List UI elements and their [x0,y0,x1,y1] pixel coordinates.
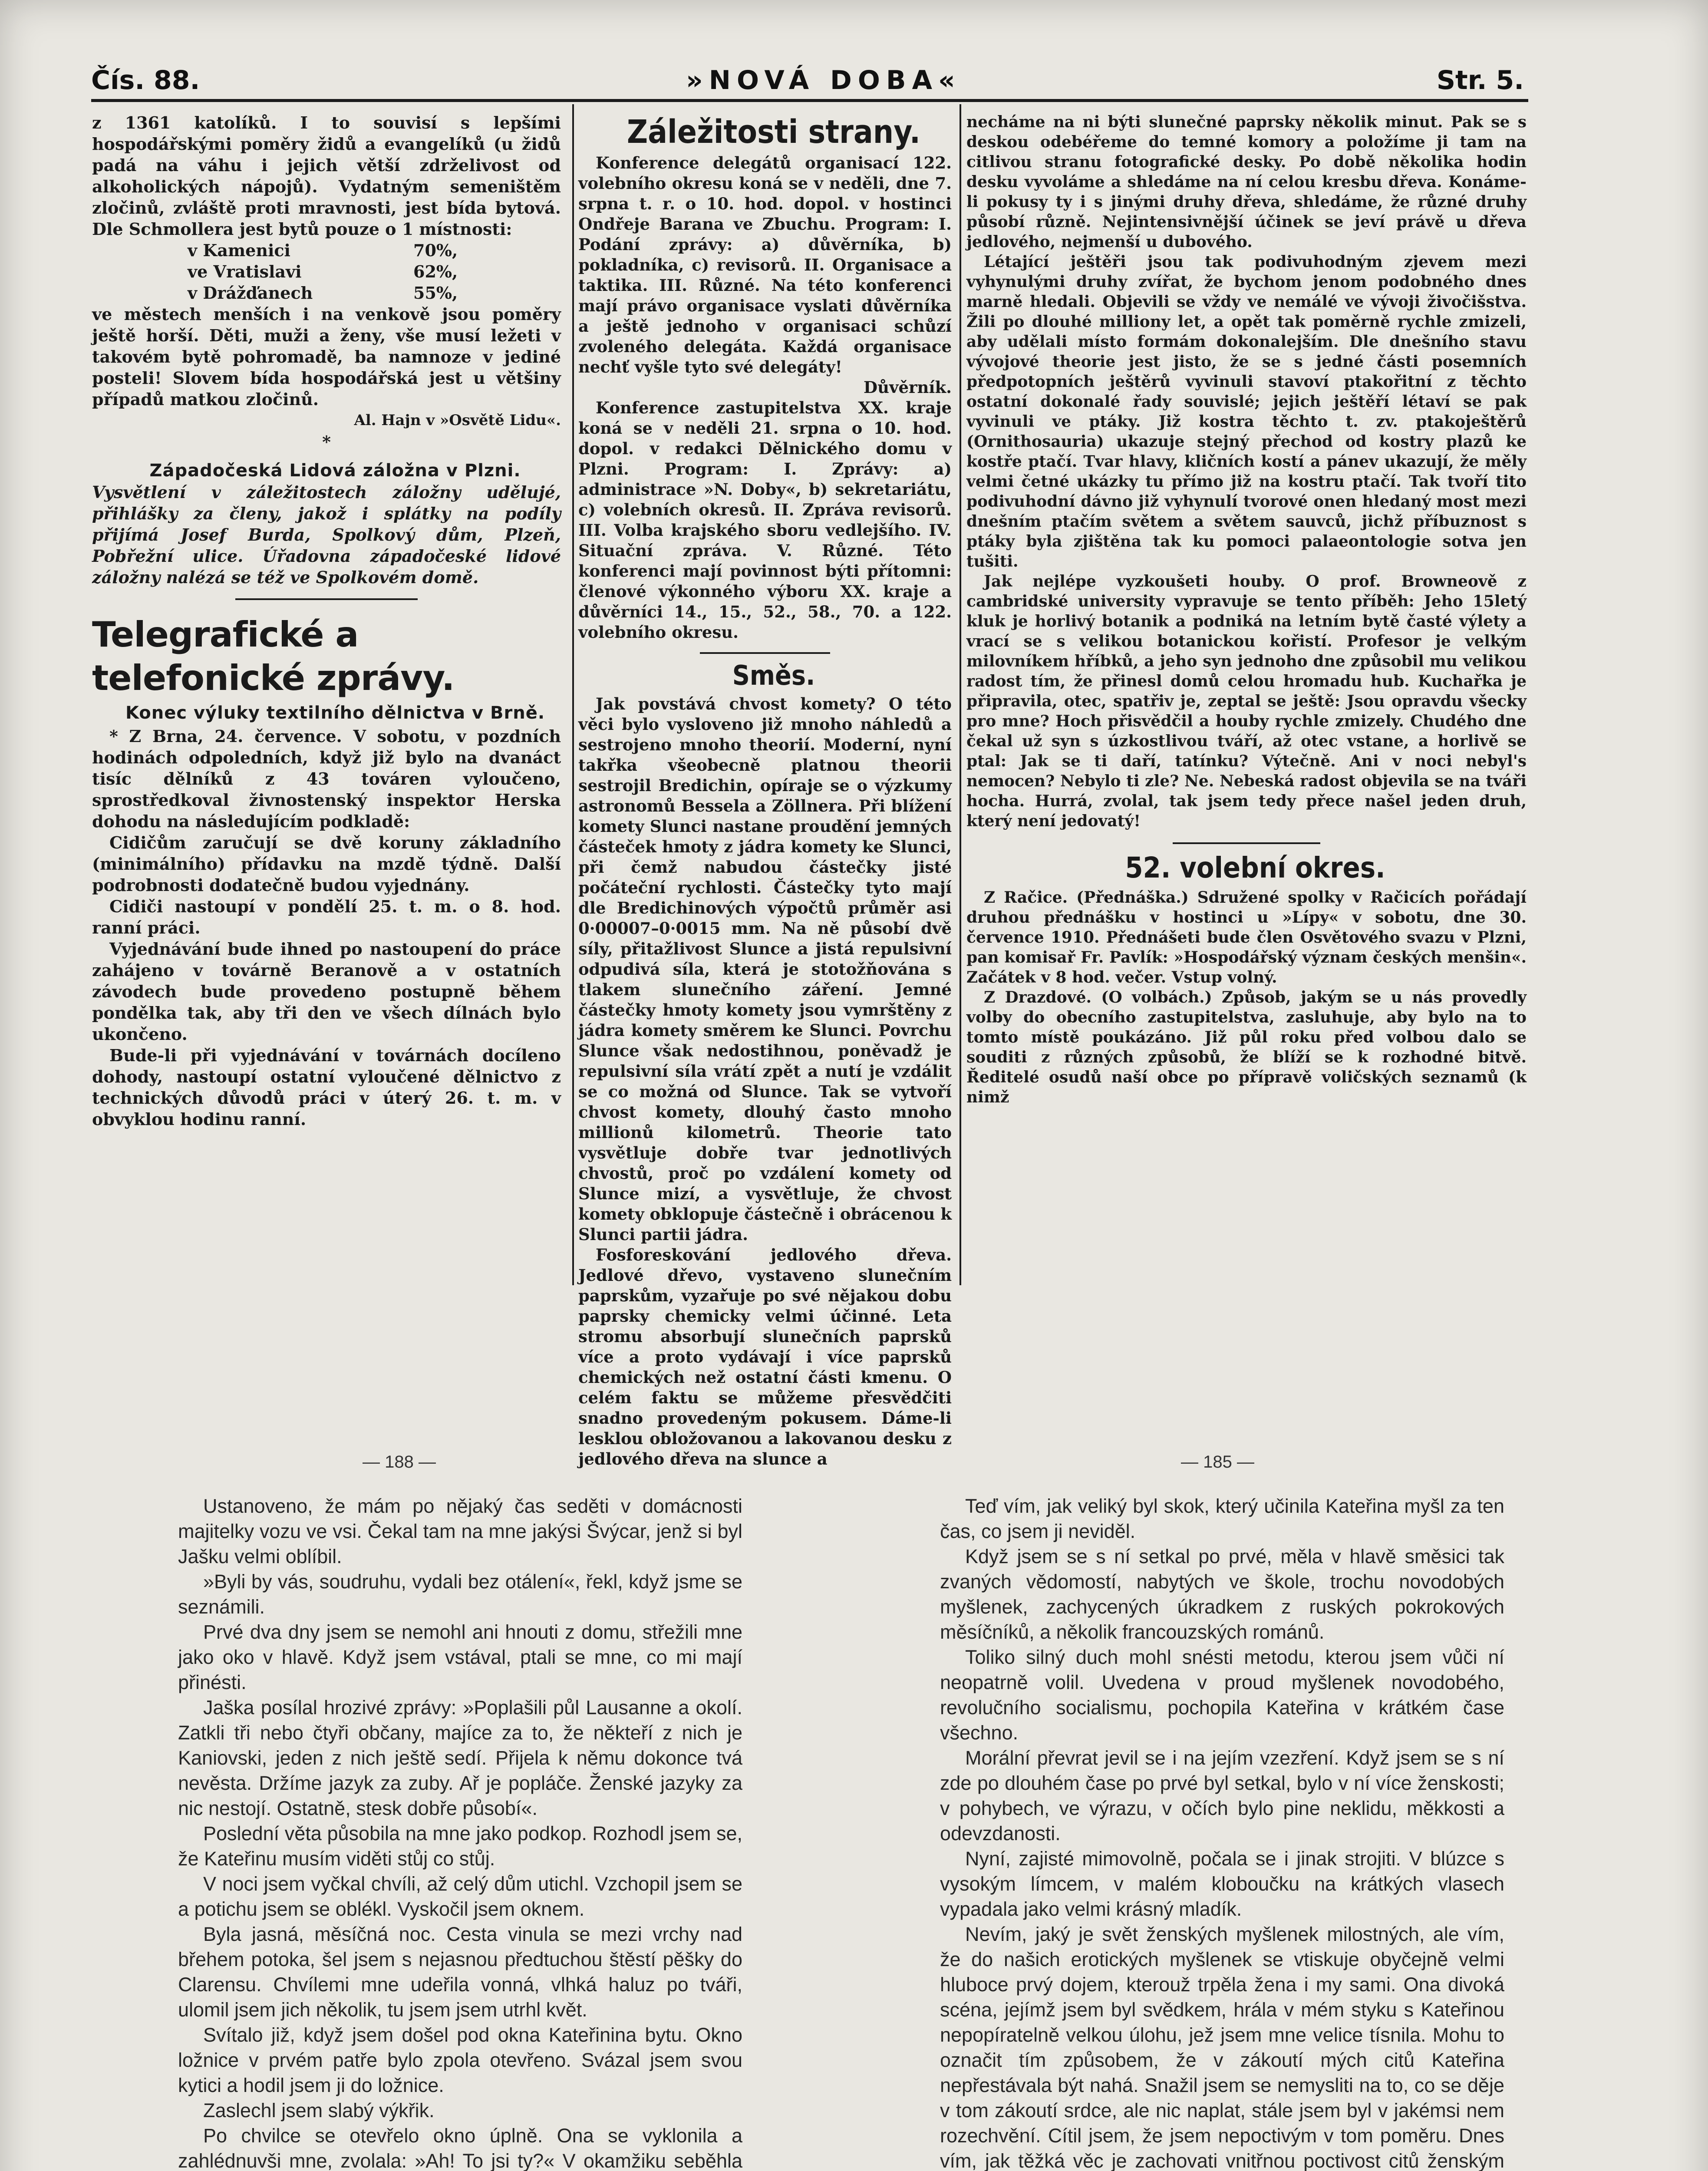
separator-star: * [322,432,331,452]
book-page-number-right: — 185 — [1181,1452,1254,1472]
book-paragraph: Když jsem se s ní setkal po prvé, měla v hlavě směsici tak zvaných vědomostí, nabytých ve škole, trochu novodobých myšlenek, zachycených úkradkem z ruských pokrokových měsíčníků, a několik francouzských románů. [940,1545,1504,1643]
book-paragraph: Poslední věta působila na mne jako podkop. Rozhodl jsem se, že Kateřinu musím viděti stůj co stůj. [178,1822,742,1870]
book-paragraph: Nevím, jaký je svět ženských myšlenek milostných, ale vím, že do našich erotických myšlenek se vtiskuje obyčejně velmi hluboce prvý dojem, kterouž trpěla žena i my sami. Ona divoká scéna, jejímž jsem byl svědkem, hrála v mém styku s Kateřinou nepopíratelně velkou úlohu, jež jsem mne velice tísnila. Mohu to označit tím způsobem, že v zákoutí mých citů Kateřina nepřestávala být nahá. Snažil jsem se nemysliti na to, co se děje v tom zákoutí srdce, ale nic naplat, stále jsem byl v jakémsi nem rozechvění. Cítil jsem, že jsem nepoctivým v tom poměru. Dnes vím, jak těžká věc je zachovati vnitřnou poctivost citů ženským [940,1923,1504,2171]
section-rule [1173,842,1320,844]
book-paragraph: »Byli by vás, soudruhu, vydali bez otálení«, řekl, když jsme se seznámili. [178,1571,742,1618]
column-divider [960,104,961,1285]
book-paragraph: Po chvilce se otevřelo okno úplně. Ona se vyklonila a zahlédnuvši mne, zvolala: »Ah! To jsi ty?« V okamžiku seběhla [178,2125,742,2171]
stat-city: v Kamenici [188,241,290,260]
stat-pct: 55%, [413,283,458,303]
article-signature: Al. Hajn v »Osvětě Lidu«. [354,412,561,429]
book-page-number-left: — 188 — [363,1452,436,1472]
article-paragraph: Cidiči nastoupí v pondělí 25. t. m. o 8. hod. ranní práci. [92,897,561,937]
article-paragraph: * Z Brna, 24. července. V sobotu, v pozdních hodinách odpoledních, když již bylo na dvanáct tisíc dělníků z 43 továren vyloučeno, sprostředkoval živnostenský inspektor Herska dohodu na následujícím podkladě: [92,726,561,831]
stat-city: ve Vratislavi [188,262,302,281]
notice-paragraph: Vysvětlení v záležitostech záložny udělujé, přihlášky za členy, jakož i splátky na podíly přijímá Josef Burda, Spolkový dům, Plzeň, Pobřežní ulice. Úřadovna západočeské lidové záložny nalézá se též ve Spolkovém domě. [92,482,561,587]
book-paragraph: V noci jsem vyčkal chvíli, až celý dům utichl. Vzchopil jsem se a potichu jsem se oblékl. Vyskočil jsem oknem. [178,1873,742,1920]
book-page-right [940,1494,1504,2171]
article-paragraph: Jak povstává chvost komety? O této věci bylo vysloveno již mnoho náhledů a sestrojeno mnoho theorií. Moderní, nyní takřka všeobecně platnou theorii sestrojil Bredichin, opíraje se o výzkumy astronomů Bessela a Zöllnera. Při blížení komety Slunci nastane proudění jemných částeček hmoty z jádra komety ke Slunci, při čemž nabudou částečky jisté počáteční rychlosti. Částečky tyto mají dle Bredichinových výpočtů průměr asi 0·00007–0·0015 mm. Na ně působí dvě síly, přitažlivost Slunce a jistá repulsivní odpudivá síla, která je stotožňována s tlakem slunečního záření. Jemné částečky hmoty komety jsou vymrštěny z jádra komety směrem ke Slunci. Povrchu Slunce však nedostihnou, poněvadž je repulsivní síla vrátí zpět a nutí je vzdálit se co možná od Slunce. Tak se vytvoří chvost komety, dlouhý často mnoho millionů kilometrů. Theorie tato vysvětluje dobře tvar jednotlivých chvostů, proč po vzdálení komety od Slunce mizí, a vysvětluje, že chvost komety obklopuje částečně i obrácenou k Slunci partii jádra. [578,694,952,1244]
article-paragraph: Cidičům zaručují se dvě koruny základního (minimálního) přídavku na mzdě týdně. Další podrobnosti dodatečně budou vyjednány. [92,833,561,895]
article-signature: Důvěrník. [864,378,952,397]
book-paragraph: Zaslechl jsem slabý výkřik. [203,2099,435,2122]
book-paragraph: Jaška posílal hrozivé zprávy: »Poplašili půl Lausanne a okolí. Zatkli tři nebo čtyři občany, majíce za to, že někteří z nich je Kaniovski, jeden z nich ještě sedí. Přijela k němu dokonce tvá nevěsta. Držíme jazyk za zuby. Ař je popláče. Ženské jazyky za nic nestojí. Ostatně, stesk dobře působí«. [178,1696,742,1819]
masthead [91,65,1524,100]
stat-pct: 70%, [413,241,458,260]
column-3 [966,112,1527,1107]
section-title: Směs. [732,660,815,691]
newspaper-title: »NOVÁ DOBA« [686,65,961,96]
section-rule [235,598,418,600]
article-subtitle: Konec výluky textilního dělnictva v Brně. [125,703,545,723]
article-paragraph: z 1361 katolíků. I to souvisí s lepšími hospodářskými poměry židů a evangelíků (u židů padá na váhu i jejich větší zdrželivost od alkoholických nápojů). Vydatným semeništěm zločinů, zvláště proti mravnosti, jest bída bytová. Dle Schmollera jest bytů pouze o 1 místnosti: [92,113,561,239]
article-paragraph: Konference delegátů organisací 122. volebního okresu koná se v neděli, dne 7. srpna t. r. o 10. hod. dopol. v hostinci Ondřeje Barana ve Zbuchu. Program: I. Podání zprávy: a) důvěrníka, b) pokladníka, c) revisorů. II. Organisace a taktika. III. Různé. Na této konferenci mají právo organisace vyslati důvěrníka a ještě jednoho v organisaci schůzí zvoleného delegáta. Každá organisace nechť vyšle tyto své delegáty! [578,153,952,376]
article-paragraph: Bude-li při vyjednávání v továrnách docíleno dohody, nastoupí ostatní vyloučené dělnictvo z technických důvodů práci v úterý 26. t. m. v obvyklou hodinu ranní. [92,1046,561,1129]
article-paragraph: Jak nejlépe vyzkoušeti houby. O prof. Browneově z cambridské university vypravuje se tento příběh: Jeho 15letý kluk je horlivý botanik a podniká na letním bytě časté výlety a vrací se s velikou botanickou kořistí. Profesor je velkým milovníkem hříbků, a jeho syn jednoho dne způsobil mu velikou radost tím, že přinesl domů celou hromadu hub. Kuchařka je připravila, otec, spatřiv je, zeptal se ještě: Jsou opravdu všecky pro mne? Hoch přisvědčil a houby rychle zmizely. Chudého dne čekal už syn s úzkostlivou tváří, až otec vstane, a horlivě se ptal: Jak se ti daří, tatínku? Výtečně. Ani v noci nebyl's nemocen? Nebylo ti zle? Ne. Nebeská radost objevila se na tváři hocha. Hurrá, zvolal, tak jsem tedy přece našel jeden druh, který není jedovatý! [966,572,1527,830]
article-paragraph: Z Račice. (Přednáška.) Sdružené spolky v Račicích pořádají druhou přednášku v hostinci u »Lípy« v sobotu, dne 30. července 1910. Přednášeti bude člen Osvětového svazu v Plzni, pan komisař Fr. Pavlík: »Hospodářský význam českých menšin«. Začátek v 8 hod. večer. Vstup volný. [966,888,1527,987]
stat-city: v Drážďanech [188,283,313,303]
book-paragraph: Ustanoveno, že mám po nějaký čas seděti v domácnosti majitelky vozu ve vsi. Čekal tam na mne jakýsi Švýcar, jenž si byl Jašku velmi oblíbil. [178,1495,742,1567]
book-paragraph: Toliko silný duch mohl snésti metodu, kterou jsem vůči ní neopatrně volil. Uvedena v proud myšlenek novodobého, revolučního socialismu, pochopila Kateřina v krátkém čase všechno. [940,1646,1504,1744]
stat-row [92,240,535,261]
section-rule [700,652,830,654]
stat-row [92,261,535,282]
article-paragraph: Konference zastupitelstva XX. kraje koná se v neděli 21. srpna o 10. hod. dopol. v redakci Dělnického domu v Plzni. Program: I. Zprávy: a) administrace »N. Doby«, b) sekretariátu, c) volebních okresů. II. Zpráva revisorů. III. Volba krajského sboru vedlejšího. IV. Situační zpráva. V. Různé. Této konferenci mají povinnost býti přítomni: členové výkonného výboru XX. kraje a důvěrníci 14., 15., 52., 58., 70. a 122. volebního okresu. [578,398,952,642]
book-paragraph: Teď vím, jak veliký byl skok, který učinila Kateřina myšl za ten čas, co jsem ji neviděl. [940,1495,1504,1542]
book-paragraph: Nyní, zajisté mimovolně, počala se i jinak strojiti. V blúzce s vysokým límcem, v malém kloboučku na krátkých vlasech vypadala jako velmi krásný mladík. [940,1848,1504,1920]
section-title: 52. volební okres. [1125,851,1385,884]
book-page-left [178,1494,742,2171]
book-paragraph: Byla jasná, měsíčná noc. Cesta vinula se mezi vrchy nad břehem potoka, šel jsem s nejasnou předtuchou štěstí pěšky do Clarensu. Chvílemi mne udeřila vonná, vlhká haluz po tváři, ulomil jsem jich několik, tu jsem jsem utrhl květ. [178,1923,742,2021]
article-paragraph: Fosforeskování jedlového dřeva. Jedlové dřevo, vystaveno slunečním paprskům, vyzařuje po své nějakou dobu paprsky chemicky velmi účinné. Leta stromu absorbují slunečních paprsků více a proto vydávají i více paprsků chemických než ostatní části kmenu. O celém faktu se můžeme přesvědčiti snadno provedeným pokusem. Dáme-li lesklou obložovanou a lakovanou desku z jedlového dřeva na slunce a [578,1245,952,1468]
header-rule [91,99,1528,102]
stat-pct: 62%, [413,262,458,281]
column-1 [92,112,561,1130]
column-divider [572,104,574,1285]
section-title: Záležitosti strany. [626,113,921,151]
article-paragraph: ve městech menších i na venkově jsou poměry ještě horší. Děti, muži a ženy, vše musí ležeti v takovém bytě pohromadě, ba namnoze v jediné posteli! Slovem bída hospodářská jest u většiny případů matkou zločinů. [92,304,561,409]
page-number: Str. 5. [1436,65,1524,96]
article-paragraph: Létající ještěři jsou tak podivuhodným zjevem mezi vyhynulými druhy zvířat, že bychom jenom podobného dnes marně hledali. Objevili se vždy ve nemálé ve vývoji živočišstva. Žili po dlouhé milliony let, a opět tak poměrně rychle zmizeli, aby udělali místo formám dokonalejším. Dle dnešního stavu vývojové theorie jest jisto, že se s jedné části posemních předpotopních ještěrů vyvinuli stavoví ptakořitní z těchto ostatní dokonalé řady souvislé; jejich ještěří létaví se pak vyvinuli ve ptáky. Již kostra těchto t. zv. ptakoještěrů (Ornithosauria) ukazuje stejný přechod od kostry plazů ke kostře ptačí. Tvar hlavy, kličních kostí a pánev ukazují, že měly velmi četné ukázky tu přímo již na kostru ptačí. Tak tvoří tito podivuhodní dávno již vyhynulí tvorové onen hledaný most mezi dnešním ptačím světem a světem sauvců, jichž příbuznost s ptáky byla zjištěna tak ku pomoci palaeontologie sotva jen tušiti. [966,253,1527,571]
article-paragraph: Vyjednávání bude ihned po nastoupení do práce zahájeno v továrně Beranově a v ostatních závodech bude provedeno postupně během pondělka tak, aby tři den ve všech dílnách bylo ukončeno. [92,939,561,1044]
column-2 [578,111,952,1469]
notice-heading: Západočeská Lidová záložna v Plzni. [149,461,521,481]
article-paragraph: necháme na ni býti slunečné paprsky několik minut. Pak se s deskou odebéřeme do temné komory a položíme ji tam na citlivou stranu fotografické desky. Po době několika hodin desku vyvoláme a shledáme na ní celou kresbu dřeva. Konáme-li pokusy ty i s jinými druhy dřeva, shledáme, že různé druhy působí různě. Nejintensivnější účinek se jeví právě u dřeva jedlového, nejmenší u dubového. [966,113,1527,251]
section-title: Telegrafické a telefonické zprávy. [92,614,455,698]
book-paragraph: Prvé dva dny jsem se nemohl ani hnouti z domu, střežili mne jako oko v hlavě. Když jsem vstával, ptali se mne, co mi mají přinésti. [178,1621,742,1693]
book-paragraph: Morální převrat jevil se i na jejím vzezření. Když jsem se s ní zde po dlouhém čase po prvé byl setkal, bylo v ní více ženskosti; v pohybech, ve výrazu, v očích bylo pine neklidu, měkkosti a odevzdanosti. [940,1747,1504,1844]
article-paragraph: Z Drazdové. (O volbách.) Způsob, jakým se u nás provedly volby do obecního zastupitelstva, zasluhuje, aby bylo na to tomto místě poukázáno. Již půl roku před volbou dalo se souditi z různých způsobů, že blíží se k rozhodné bitvě. Ředitelé osudů naší obce po přípravě voličských seznamů (k nimž [966,988,1527,1106]
issue-number: Čís. 88. [91,65,200,96]
stat-row [92,282,535,304]
book-paragraph: Svítalo již, když jsem došel pod okna Kateřinina bytu. Okno ložnice v prvém patře bylo zpola otevřeno. Svázal jsem svou kytici a hodil jsem ji do ložnice. [178,2024,742,2096]
